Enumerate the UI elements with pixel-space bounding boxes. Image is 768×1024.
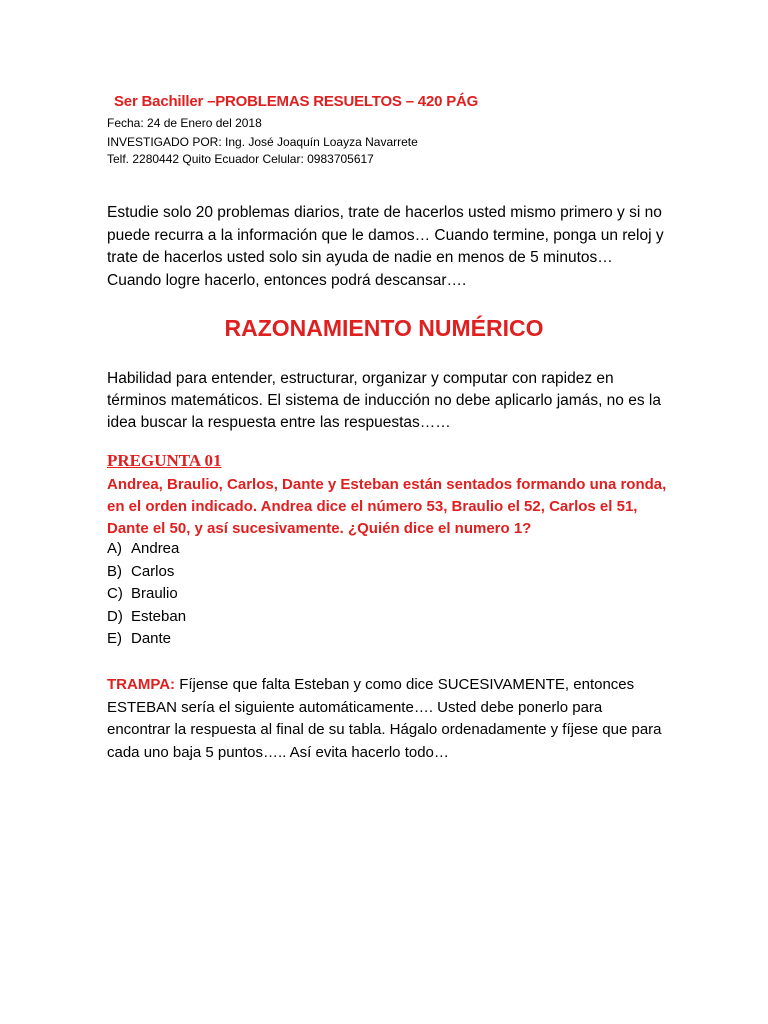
answer-option-e [107,628,186,651]
answer-option-c [107,583,186,606]
question-text: Andrea, Braulio, Carlos, Dante y Esteban están sentados formando una ronda, en el orden indicado. Andrea dice el número 53, Braulio el 52, Carlos el 51, Dante el 50, y así sucesivamente. ¿Quién dice el numero 1? [107,476,667,537]
option-letter: E) [107,630,122,647]
option-text: Andrea [131,540,180,557]
document-author: INVESTIGADO POR: Ing. José Joaquín Loayza Navarrete [107,135,418,149]
option-letter: A) [107,540,122,557]
trampa-label: TRAMPA: [107,676,176,693]
document-phone: Telf. 2280442 Quito Ecuador Celular: 0983705617 [107,152,374,166]
trampa-paragraph [107,674,667,764]
option-letter: D) [107,607,123,625]
answer-options [107,538,186,651]
answer-option-d [107,606,186,629]
question-heading: PREGUNTA 01 [107,451,222,470]
section-description: Habilidad para entender, estructurar, organizar y computar con rapidez en términos matemáticos. El sistema de inducción no debe aplicarlo jamás, no es la idea buscar la respuesta entre las respuestas…… [107,370,661,431]
answer-option-b [107,561,186,584]
option-letter: C) [107,585,123,602]
section-title: RAZONAMIENTO NUMÉRICO [224,315,544,341]
document-title: Ser Bachiller –PROBLEMAS RESUELTOS – 420 PÁG [114,93,479,110]
intro-paragraph: Estudie solo 20 problemas diarios, trate de hacerlos usted mismo primero y si no puede recurra a la información que le damos… Cuando termine, ponga un reloj y trate de hacerlos usted solo sin ayuda de nadie en menos de 5 minutos… Cuando logre hacerlo, entonces podrá descansar…. [107,204,664,289]
trampa-text: Fíjense que falta Esteban y como dice SUCESIVAMENTE, entonces ESTEBAN sería el siguiente automáticamente…. Usted debe ponerlo para encontrar la respuesta al final de su tabla. Hágalo ordenadamente y fíjese que para cada uno baja 5 puntos….. Así evita hacerlo todo… [107,676,662,761]
option-text: Braulio [131,585,178,602]
option-text: Carlos [131,562,175,580]
answer-option-a [107,538,186,561]
option-letter: B) [107,562,122,580]
document-date: Fecha: 24 de Enero del 2018 [107,116,262,130]
option-text: Esteban [131,607,187,625]
option-text: Dante [131,630,172,647]
